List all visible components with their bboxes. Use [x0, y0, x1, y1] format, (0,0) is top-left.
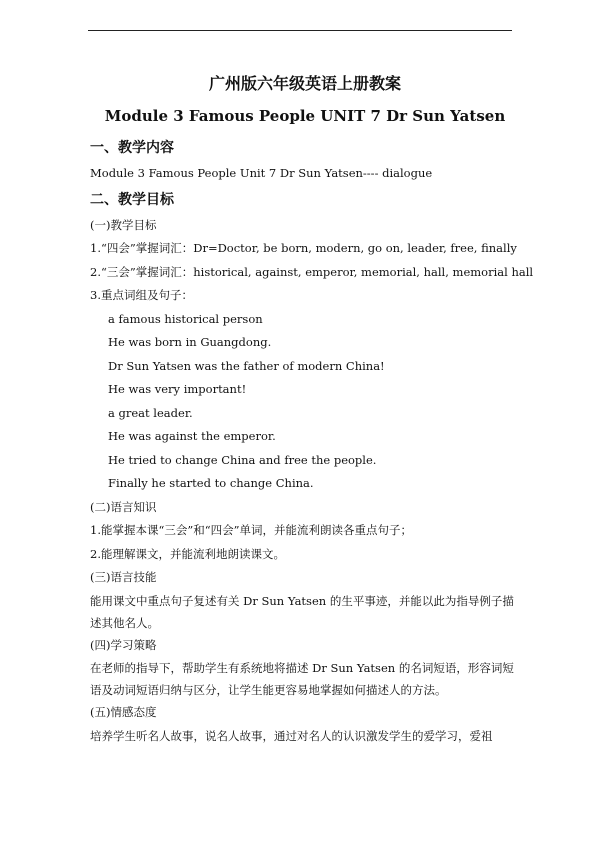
language-skills-heading: (三)语言技能 — [90, 570, 157, 584]
language-skills-paragraph: 能用课文中重点句子复述有关 Dr Sun Yatsen 的生平事迹，并能以此为指导例子描述其他名人。 — [90, 593, 514, 630]
language-knowledge-heading: (二)语言知识 — [90, 499, 157, 514]
key-sentence: Finally he started to change China. — [108, 476, 314, 490]
key-sentence: He was very important! — [108, 382, 247, 396]
header-rule — [88, 30, 512, 31]
key-sentence: He was against the emperor. — [108, 429, 276, 443]
key-sentence: He was born in Guangdong. — [108, 335, 272, 349]
section-1-content: Module 3 Famous People Unit 7 Dr Sun Yatsen---- dialogue — [90, 166, 433, 180]
key-sentence: a great leader. — [108, 405, 193, 420]
key-sentence: Dr Sun Yatsen was the father of modern China! — [108, 358, 385, 373]
objective-item-3: 3.重点词组及句子： — [90, 288, 193, 302]
learning-strategy-heading: (四)学习策略 — [90, 637, 157, 652]
objectives-heading: (一)教学目标 — [90, 217, 157, 232]
language-knowledge-item-1: 1.能掌握本课“三会”和“四会”单词，并能流利朗读各重点句子； — [90, 523, 412, 537]
section-1-heading: 一、教学内容 — [90, 140, 174, 156]
objective-item-1: 1.“四会”掌握词汇：Dr=Doctor, be born, modern, go on, leader, free, finally — [90, 241, 517, 255]
language-knowledge-item-2: 2.能理解课文，并能流利地朗读课文。 — [90, 546, 285, 561]
document-page — [90, 70, 534, 747]
document-title: 广州版六年级英语上册教案 — [208, 74, 401, 93]
learning-strategy-paragraph: 在老师的指导下，帮助学生有系统地将描述 Dr Sun Yatsen 的名词短语，形容词短语及动词短语归纳与区分，让学生能更容易地掌握如何描述人的方法。 — [90, 661, 514, 697]
document-subtitle: Module 3 Famous People UNIT 7 Dr Sun Yatsen — [104, 107, 506, 125]
attitude-heading: (五)情感态度 — [90, 705, 157, 719]
key-sentence: a famous historical person — [108, 311, 263, 326]
section-2-heading: 二、教学目标 — [90, 191, 174, 208]
key-sentence: He tried to change China and free the people. — [108, 452, 377, 467]
objective-item-2: 2.“三会”掌握词汇：historical, against, emperor, memorial, hall, memorial hall — [90, 264, 534, 279]
attitude-paragraph: 培养学生听名人故事，说名人故事，通过对名人的认识激发学生的爱学习，爱祖 — [90, 728, 493, 743]
